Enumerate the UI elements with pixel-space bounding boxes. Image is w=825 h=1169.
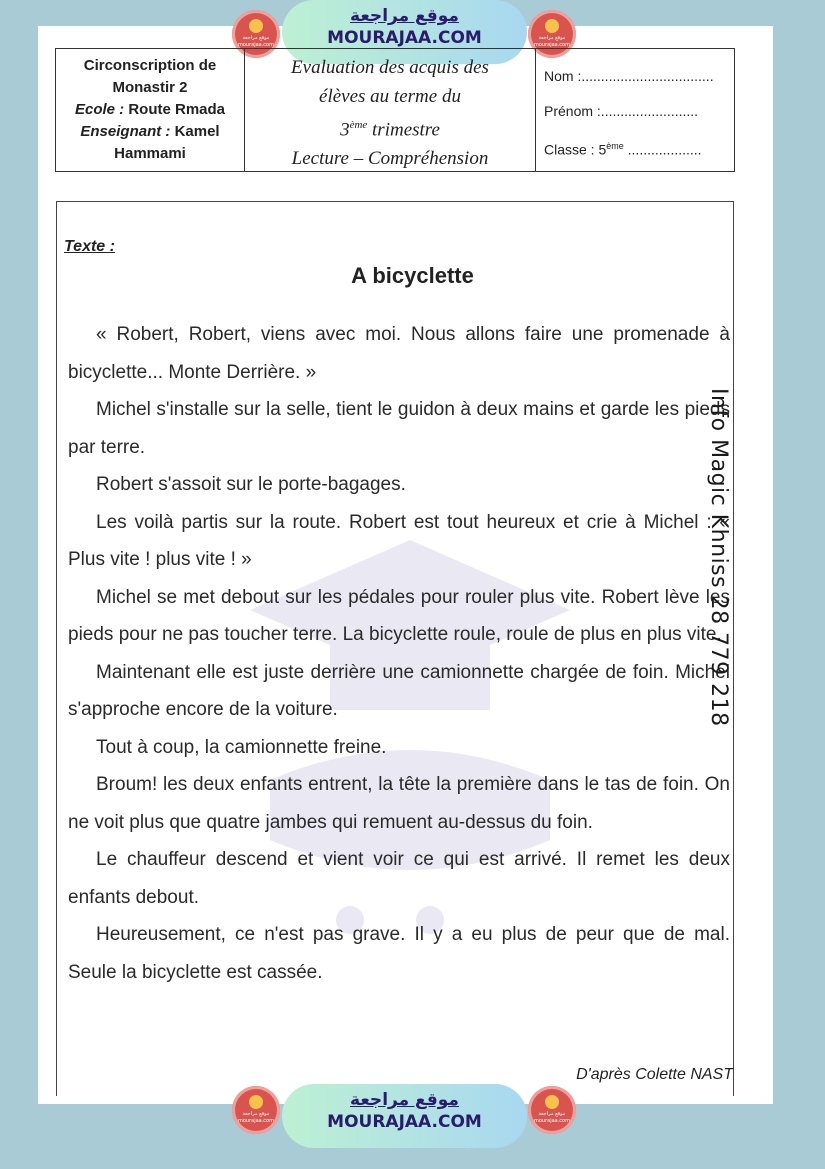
site-logo-icon[interactable]: موقع مراجعة mourajaa.com <box>528 10 576 58</box>
banner-arabic-text[interactable]: موقع مراجعة <box>350 1090 459 1110</box>
story-paragraph: Broum! les deux enfants entrent, la tête la première dans le tas de foin. On ne voit plus que quatre jambes qui remuent au-dessus du foin. <box>68 774 730 833</box>
story-paragraph: Heureusement, ce n'est pas grave. Il y a eu plus de peur que de mal. Seule la bicyclette est cassée. <box>68 924 730 983</box>
banner-site-link[interactable]: MOURAJAA.COM <box>327 1112 482 1132</box>
story-paragraph: Tout à coup, la camionnette freine. <box>96 736 387 758</box>
classe-field: Classe : 5ème ................... <box>544 141 702 158</box>
story-paragraph: Michel se met debout sur les pédales pour rouler plus vite. Robert lève les pieds pour ne pas toucher terre. La bicyclette roule, roule de plus en plus vite. <box>68 586 730 645</box>
story-paragraph: Maintenant elle est juste derrière une camionnette chargée de foin. Michel s'approche encore de la voiture. <box>68 661 730 720</box>
story-body <box>68 316 730 991</box>
site-banner-bottom[interactable] <box>282 1084 527 1148</box>
story-paragraph: Les voilà partis sur la route. Robert est tout heureux et crie à Michel : « Plus vite ! plus vite ! » <box>68 511 730 570</box>
story-paragraph: Michel s'installe sur la selle, tient le guidon à deux mains et garde les pieds par terre. <box>68 399 730 458</box>
banner-arabic-text[interactable]: موقع مراجعة <box>350 6 459 26</box>
story-paragraph: Le chauffeur descend et vient voir ce qui est arrivé. Il remet les deux enfants debout. <box>68 849 730 908</box>
story-author: D'après Colette NAST <box>576 1066 733 1083</box>
texte-label: Texte : <box>64 238 115 255</box>
vertical-contact-text: Info Magic Khniss 28 779 218 <box>706 388 731 727</box>
site-logo-icon[interactable]: موقع مراجعة mourajaa.com <box>232 1086 280 1134</box>
header-exam-title: Evaluation des acquis des élèves au terme du 3ème trimestre Lecture – Compréhension <box>245 49 536 171</box>
nom-field: Nom :.................................. <box>544 68 714 84</box>
header-student-fields <box>536 49 734 171</box>
story-paragraph: Robert s'assoit sur le porte-bagages. <box>96 474 406 495</box>
banner-site-link[interactable]: MOURAJAA.COM <box>327 28 482 48</box>
site-logo-icon[interactable]: موقع مراجعة mourajaa.com <box>232 10 280 58</box>
prenom-field: Prénom :......................... <box>544 103 699 119</box>
story-title: A bicyclette <box>351 263 474 288</box>
header-school-info: Circonscription de Monastir 2 Ecole : Route Rmada Enseignant : Kamel Hammami <box>56 49 245 171</box>
story-paragraph: « Robert, Robert, viens avec moi. Nous allons faire une promenade à bicyclette... Monte Derrière. » <box>68 324 730 383</box>
exam-header <box>55 48 735 172</box>
site-logo-icon[interactable]: موقع مراجعة mourajaa.com <box>528 1086 576 1134</box>
